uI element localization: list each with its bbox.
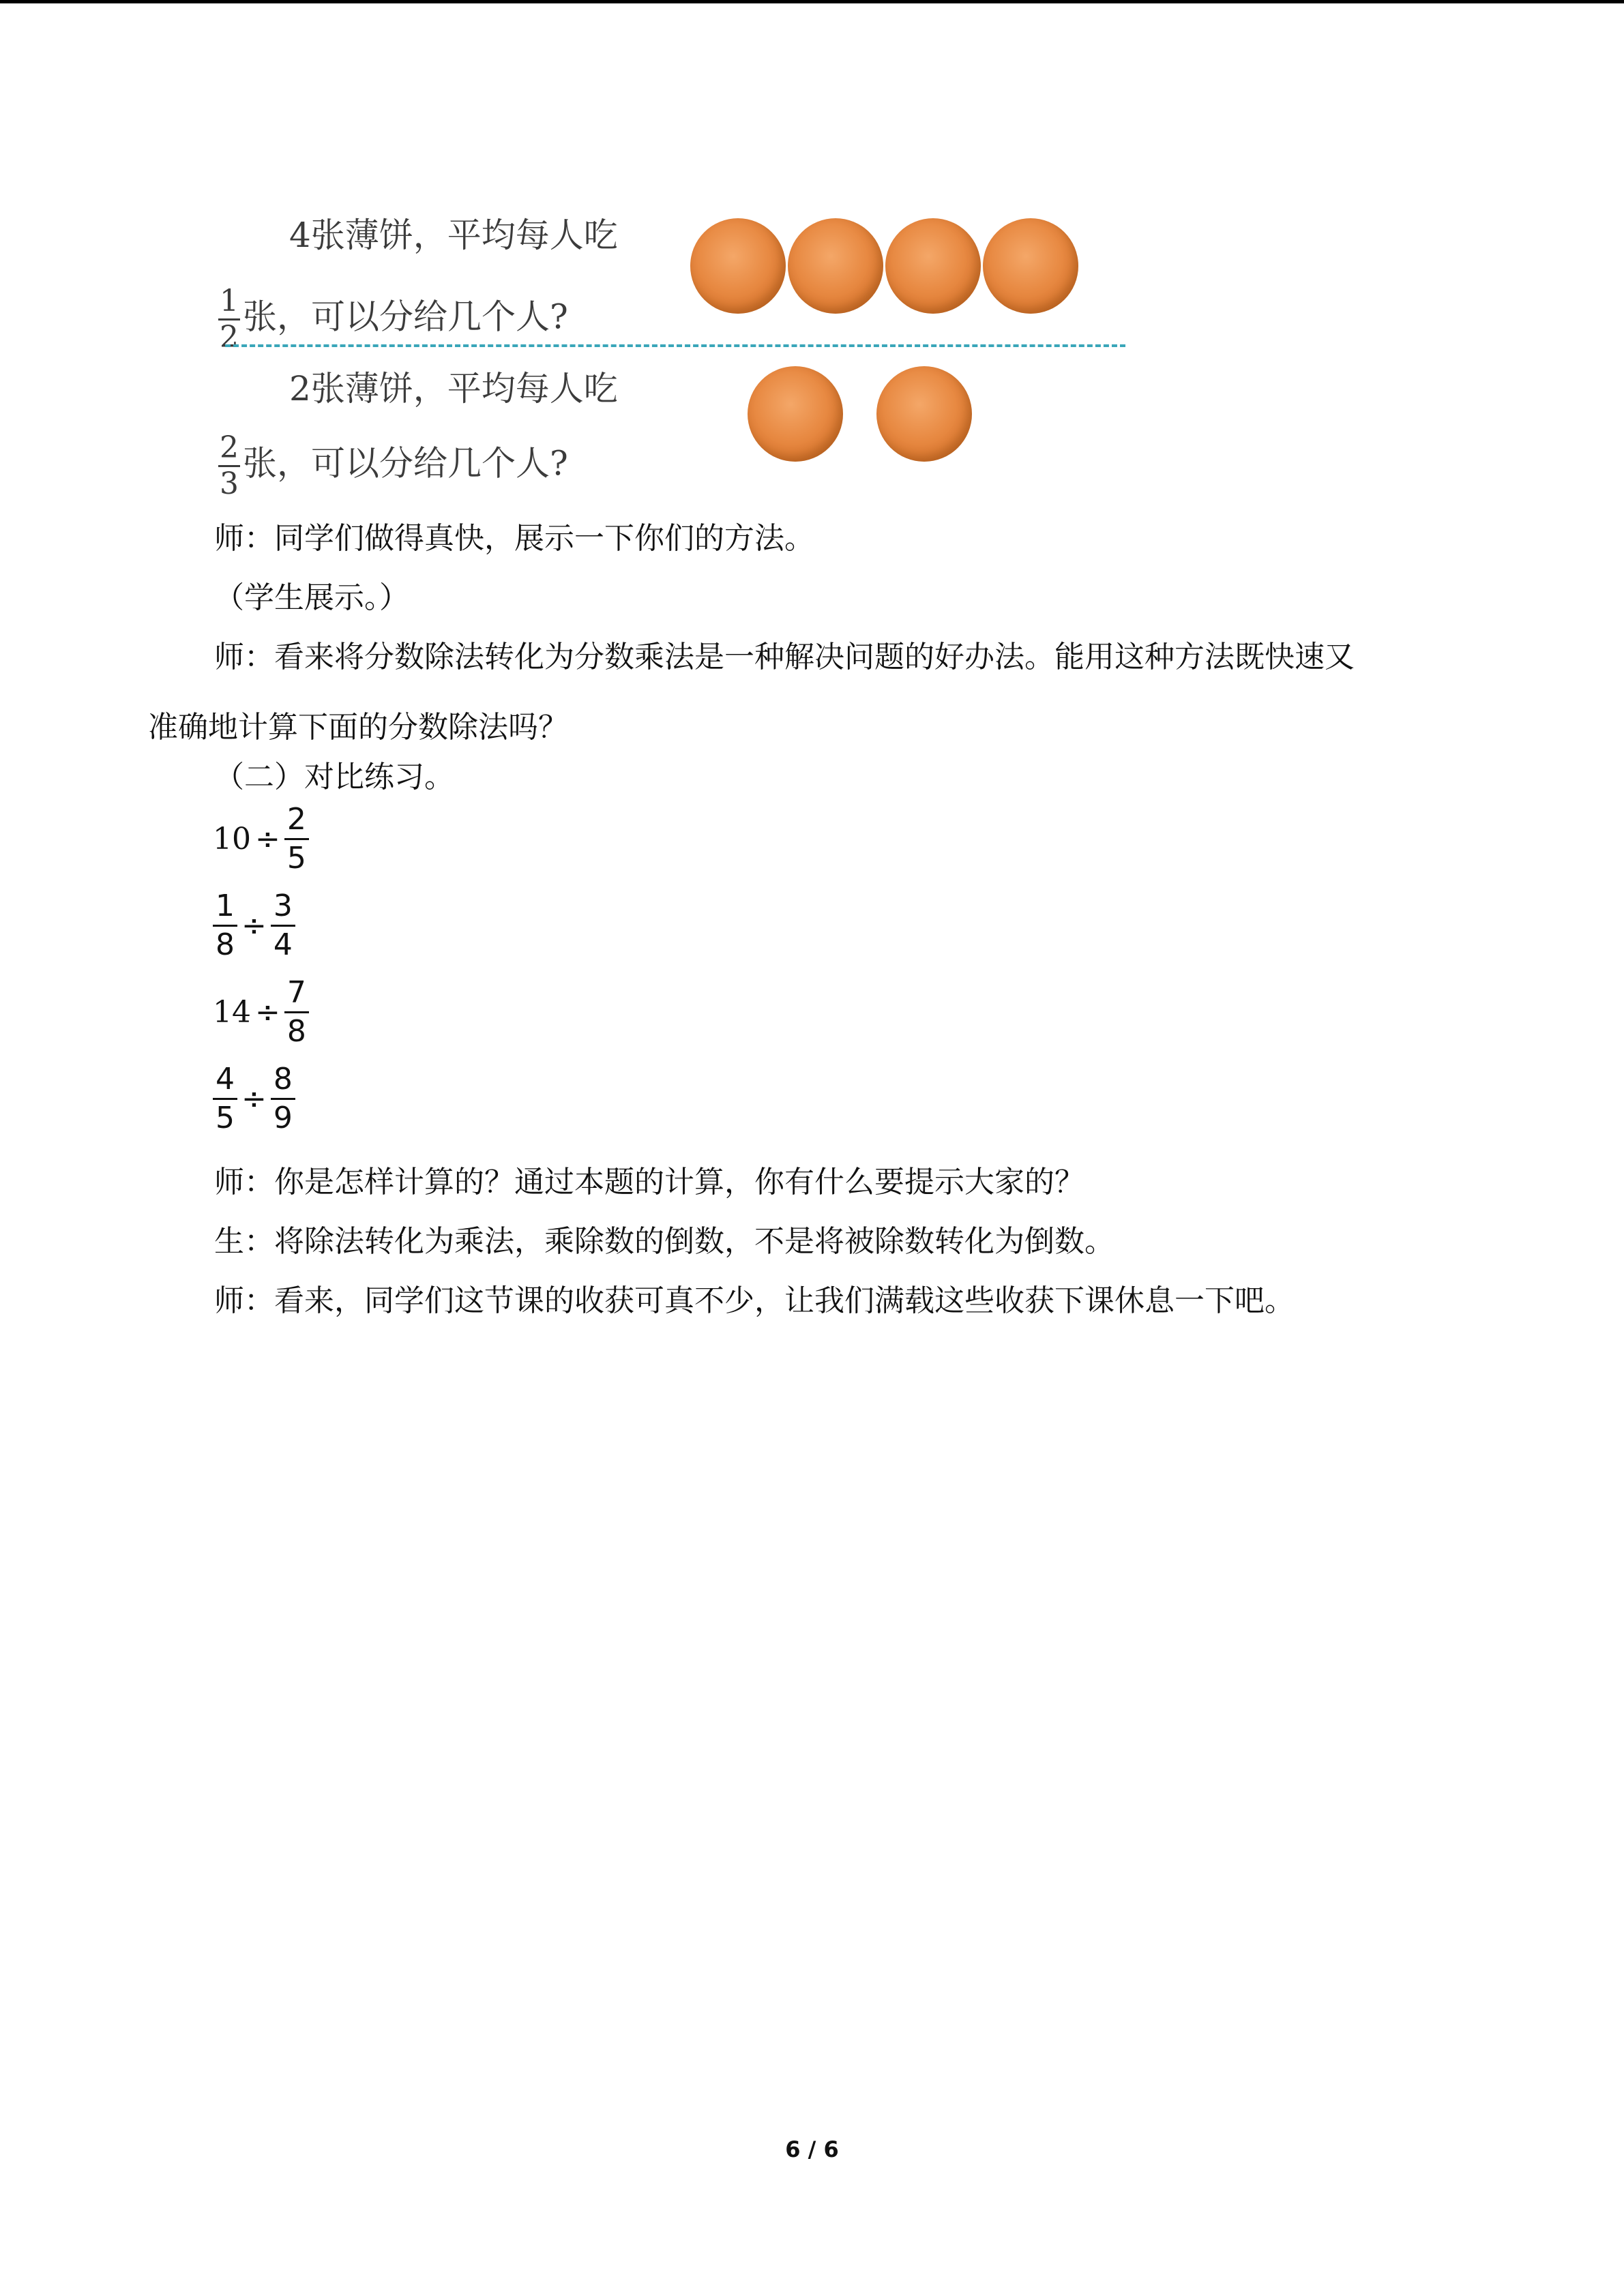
fraction-denominator: 5 [216, 1101, 235, 1135]
exercise-4 [213, 1064, 295, 1133]
paragraph-teacher-1: 师：同学们做得真快，展示一下你们的方法。 [214, 521, 814, 556]
fraction-denominator: 5 [286, 841, 306, 876]
pancake-icon [876, 366, 972, 462]
divide-sign: ÷ [241, 908, 267, 943]
dividend-fraction [213, 891, 237, 960]
problem1-text: 张，可以分给几个人? [243, 297, 568, 337]
paragraph-teacher-closing: 师：看来，同学们这节课的收获可真不少，让我们满载这些收获下课休息一下吧。 [214, 1283, 1295, 1318]
fraction-numerator: 4 [213, 1064, 237, 1100]
exercise-3 [213, 975, 309, 1049]
page-number: 6 / 6 [785, 2136, 839, 2162]
pancake-icon [788, 218, 883, 314]
fraction-denominator: 2 [220, 320, 239, 355]
pancake-icon [690, 218, 786, 314]
textbook-figure [205, 205, 1160, 501]
paragraph-student-show: （学生展示。） [214, 580, 409, 615]
section-heading-practice: （二）对比练习。 [214, 760, 454, 794]
fraction-numerator: 1 [218, 286, 240, 320]
pancake-icon [983, 218, 1078, 314]
fraction-numerator: 1 [213, 891, 237, 927]
paragraph-teacher-2-cont: 准确地计算下面的分数除法吗？ [148, 710, 568, 745]
divisor-fraction [271, 891, 295, 960]
divisor-fraction [284, 802, 309, 876]
fraction-numerator: 3 [271, 891, 295, 927]
fraction-denominator: 8 [216, 927, 235, 962]
fraction-denominator: 4 [273, 927, 293, 962]
divisor-fraction [271, 1064, 295, 1133]
divide-sign: ÷ [255, 995, 280, 1030]
problem2-line1: 2张薄饼，平均每人吃 [289, 369, 618, 408]
fraction-numerator: 2 [284, 805, 309, 840]
problem1-line1: 4张薄饼，平均每人吃 [289, 215, 618, 255]
problem2-fraction [218, 430, 240, 501]
pancake-icon [748, 366, 843, 462]
exercise-1 [213, 802, 309, 876]
problem1-fraction [218, 286, 240, 353]
divisor-fraction [284, 975, 309, 1049]
fraction-denominator: 9 [273, 1101, 293, 1135]
dividend-fraction [213, 1064, 237, 1133]
fraction-numerator: 7 [284, 978, 309, 1013]
paragraph-student-answer: 生：将除法转化为乘法，乘除数的倒数，不是将被除数转化为倒数。 [214, 1224, 1114, 1259]
problem2-text: 张，可以分给几个人? [243, 443, 568, 483]
dashed-divider [225, 344, 1125, 347]
paragraph-teacher-2: 师：看来将分数除法转化为分数乘法是一种解决问题的好办法。能用这种方法既快速又 [214, 640, 1355, 674]
problem1-line2 [218, 286, 568, 353]
dividend: 10 [213, 822, 251, 856]
exercise-2 [213, 891, 295, 960]
dividend: 14 [213, 995, 251, 1030]
fraction-denominator: 3 [220, 466, 239, 501]
fraction-numerator: 2 [218, 433, 240, 467]
paragraph-teacher-3: 师：你是怎样计算的？通过本题的计算，你有什么要提示大家的？ [214, 1165, 1084, 1199]
fraction-numerator: 8 [271, 1064, 295, 1100]
divide-sign: ÷ [241, 1082, 267, 1116]
page-top-border [0, 0, 1624, 3]
pancake-icon [885, 218, 981, 314]
problem2-line2 [218, 430, 568, 501]
divide-sign: ÷ [255, 822, 280, 856]
fraction-denominator: 8 [286, 1014, 306, 1049]
